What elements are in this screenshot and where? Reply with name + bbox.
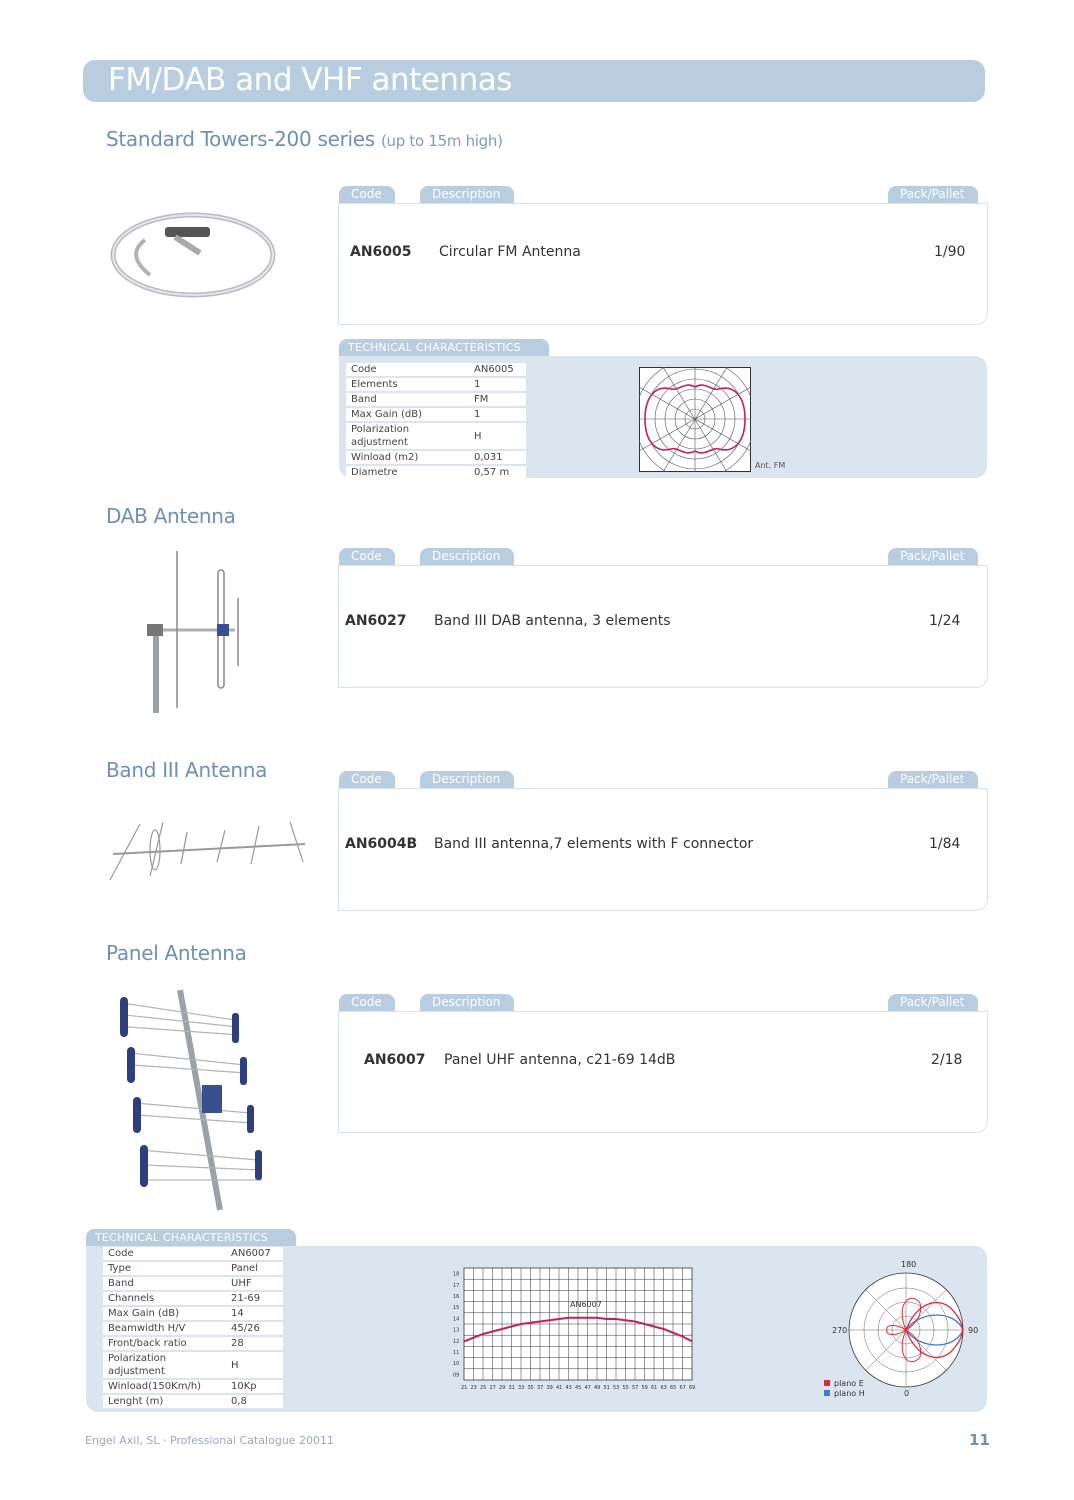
spec-key: Lenght (m)	[103, 1395, 226, 1408]
chart-x-tick-label: 35	[527, 1385, 534, 1391]
band-iii-antenna-image	[105, 818, 310, 886]
spec-key: Winload (m2)	[346, 451, 469, 464]
spec-value: 21-69	[226, 1292, 283, 1305]
spec-value: 10Kp	[226, 1380, 283, 1393]
product-row	[338, 1011, 988, 1133]
footer-text: Engel Axil, SL · Professional Catalogue 20011	[85, 1434, 335, 1447]
spec-value: 1	[469, 378, 526, 391]
spec-key: Beamwidth H/V	[103, 1322, 226, 1335]
spec-row	[103, 1352, 283, 1378]
product-description: Band III DAB antenna, 3 elements	[434, 613, 671, 629]
spec-row	[103, 1337, 283, 1350]
section-title-band-iii: Band III Antenna	[106, 758, 268, 782]
legend-label: plano E	[834, 1379, 864, 1388]
polar-angle-90: 90	[968, 1326, 979, 1335]
product-code: AN6004B	[345, 836, 418, 852]
column-header-pack: Pack/Pallet	[888, 771, 978, 788]
chart-x-tick-label: 49	[594, 1385, 601, 1391]
chart-x-tick-label: 39	[546, 1385, 553, 1391]
chart-y-tick-label: 10	[453, 1361, 460, 1368]
spec-row	[346, 466, 526, 479]
circular-fm-antenna-image	[105, 205, 280, 310]
spec-value: 0,8	[226, 1395, 283, 1408]
legend-label: plano H	[834, 1389, 865, 1398]
fm-diagram-label: Ant. FM	[755, 461, 786, 470]
product-description: Circular FM Antenna	[439, 244, 581, 260]
column-header-description: Description	[420, 548, 514, 565]
product-row	[338, 203, 988, 325]
section-title-dab: DAB Antenna	[106, 504, 236, 528]
spec-row	[346, 393, 526, 406]
spec-value: AN6005	[469, 363, 526, 376]
legend-swatch	[824, 1380, 830, 1386]
column-header-code: Code	[339, 771, 395, 788]
polar-angle-270: 270	[832, 1326, 848, 1335]
spec-key: Type	[103, 1262, 226, 1275]
spec-value: AN6007	[226, 1247, 283, 1260]
column-header-pack: Pack/Pallet	[888, 548, 978, 565]
gain-chart	[450, 1260, 700, 1395]
product-pack: 1/24	[929, 613, 961, 629]
chart-x-tick-label: 59	[641, 1385, 648, 1391]
chart-x-tick-label: 23	[470, 1385, 477, 1391]
spec-value: 1	[469, 408, 526, 421]
section-subtitle: (up to 15m high)	[380, 132, 503, 150]
polar-angle-180: 180	[901, 1260, 917, 1269]
spec-value: 45/26	[226, 1322, 283, 1335]
spec-key: Elements	[346, 378, 469, 391]
column-header-code: Code	[339, 186, 395, 203]
spec-row	[346, 451, 526, 464]
spec-value: H	[226, 1352, 283, 1378]
spec-row	[103, 1277, 283, 1290]
spec-key: Front/back ratio	[103, 1337, 226, 1350]
page-number: 11	[969, 1431, 990, 1449]
chart-x-tick-label: 29	[499, 1385, 506, 1391]
chart-x-tick-label: 41	[556, 1385, 563, 1391]
fm-radiation-diagram	[639, 367, 751, 472]
chart-x-tick-label: 51	[603, 1385, 610, 1391]
chart-x-tick-label: 67	[679, 1385, 686, 1391]
section-title-text: Standard Towers-200 series	[106, 127, 375, 151]
column-header-code: Code	[339, 548, 395, 565]
spec-key: Band	[346, 393, 469, 406]
chart-x-tick-label: 45	[575, 1385, 582, 1391]
chart-x-tick-label: 33	[518, 1385, 525, 1391]
product-description: Panel UHF antenna, c21-69 14dB	[444, 1052, 676, 1068]
spec-row	[346, 363, 526, 376]
chart-y-tick-label: 13	[453, 1327, 460, 1334]
column-header-description: Description	[420, 186, 514, 203]
product-code: AN6027	[345, 613, 407, 629]
chart-x-tick-label: 25	[480, 1385, 487, 1391]
product-description: Band III antenna,7 elements with F connector	[434, 836, 754, 852]
page-title: FM/DAB and VHF antennas	[108, 62, 512, 98]
polar-angle-0: 0	[904, 1389, 910, 1398]
chart-x-tick-label: 31	[508, 1385, 515, 1391]
product-code: AN6005	[350, 244, 412, 260]
spec-table	[103, 1245, 283, 1410]
chart-x-tick-label: 21	[461, 1385, 468, 1391]
section-title-standard-towers	[106, 127, 503, 151]
spec-value: UHF	[226, 1277, 283, 1290]
column-header-code: Code	[339, 994, 395, 1011]
chart-y-tick-label: 11	[453, 1350, 460, 1356]
legend-item-plano-h	[824, 1389, 865, 1399]
spec-key: Winload(150Km/h)	[103, 1380, 226, 1393]
chart-x-tick-label: 55	[622, 1385, 629, 1391]
legend-item-plano-e	[824, 1379, 865, 1389]
spec-value: Panel	[226, 1262, 283, 1275]
product-pack: 1/84	[929, 836, 961, 852]
tech-characteristics-header: TECHNICAL CHARACTERISTICS	[339, 339, 549, 356]
spec-key: Max Gain (dB)	[346, 408, 469, 421]
chart-y-tick-label: 16	[453, 1294, 460, 1300]
chart-y-tick-label: 14	[453, 1316, 460, 1323]
spec-table	[346, 361, 526, 481]
spec-value: FM	[469, 393, 526, 406]
chart-x-tick-label: 65	[670, 1385, 677, 1391]
chart-y-tick-label: 17	[453, 1282, 460, 1289]
chart-x-tick-label: 63	[660, 1385, 667, 1391]
chart-x-tick-label: 47	[584, 1385, 591, 1391]
spec-value: 0,57 m	[469, 466, 526, 479]
chart-y-tick-label: 15	[453, 1305, 460, 1312]
spec-value: H	[469, 423, 526, 449]
spec-row	[103, 1395, 283, 1408]
spec-value: 28	[226, 1337, 283, 1350]
column-header-description: Description	[420, 771, 514, 788]
spec-value: 0,031	[469, 451, 526, 464]
spec-row	[103, 1247, 283, 1260]
spec-row	[103, 1307, 283, 1320]
spec-row	[346, 378, 526, 391]
chart-y-tick-label: 09	[453, 1372, 460, 1379]
spec-row	[103, 1262, 283, 1275]
product-pack: 1/90	[934, 244, 966, 260]
panel-antenna-image	[110, 985, 270, 1215]
spec-key: Code	[103, 1247, 226, 1260]
chart-title: AN6007	[570, 1300, 602, 1309]
product-pack: 2/18	[931, 1052, 963, 1068]
spec-row	[103, 1322, 283, 1335]
chart-y-tick-label: 12	[453, 1338, 460, 1345]
column-header-pack: Pack/Pallet	[888, 994, 978, 1011]
spec-key: Band	[103, 1277, 226, 1290]
tech-characteristics-header: TECHNICAL CHARACTERISTICS	[86, 1229, 296, 1246]
spec-value: 14	[226, 1307, 283, 1320]
spec-key: Code	[346, 363, 469, 376]
column-header-description: Description	[420, 994, 514, 1011]
chart-y-tick-label: 18	[453, 1271, 460, 1278]
chart-x-tick-label: 43	[565, 1385, 572, 1391]
chart-x-tick-label: 61	[651, 1385, 658, 1391]
chart-x-tick-label: 53	[613, 1385, 620, 1391]
spec-key: Polarization adjustment	[103, 1352, 226, 1378]
section-title-panel: Panel Antenna	[106, 941, 247, 965]
spec-row	[103, 1292, 283, 1305]
chart-x-tick-label: 69	[689, 1385, 696, 1391]
product-code: AN6007	[364, 1052, 426, 1068]
legend-swatch	[824, 1390, 830, 1396]
spec-key: Diametre	[346, 466, 469, 479]
chart-x-tick-label: 57	[632, 1385, 639, 1391]
spec-key: Max Gain (dB)	[103, 1307, 226, 1320]
spec-key: Polarization adjustment	[346, 423, 469, 449]
chart-x-tick-label: 37	[537, 1385, 544, 1391]
column-header-pack: Pack/Pallet	[888, 186, 978, 203]
polar-legend	[824, 1379, 865, 1399]
spec-key: Channels	[103, 1292, 226, 1305]
spec-row	[346, 408, 526, 421]
spec-row	[346, 423, 526, 449]
spec-row	[103, 1380, 283, 1393]
dab-antenna-image	[140, 548, 250, 713]
chart-x-tick-label: 27	[489, 1385, 496, 1391]
